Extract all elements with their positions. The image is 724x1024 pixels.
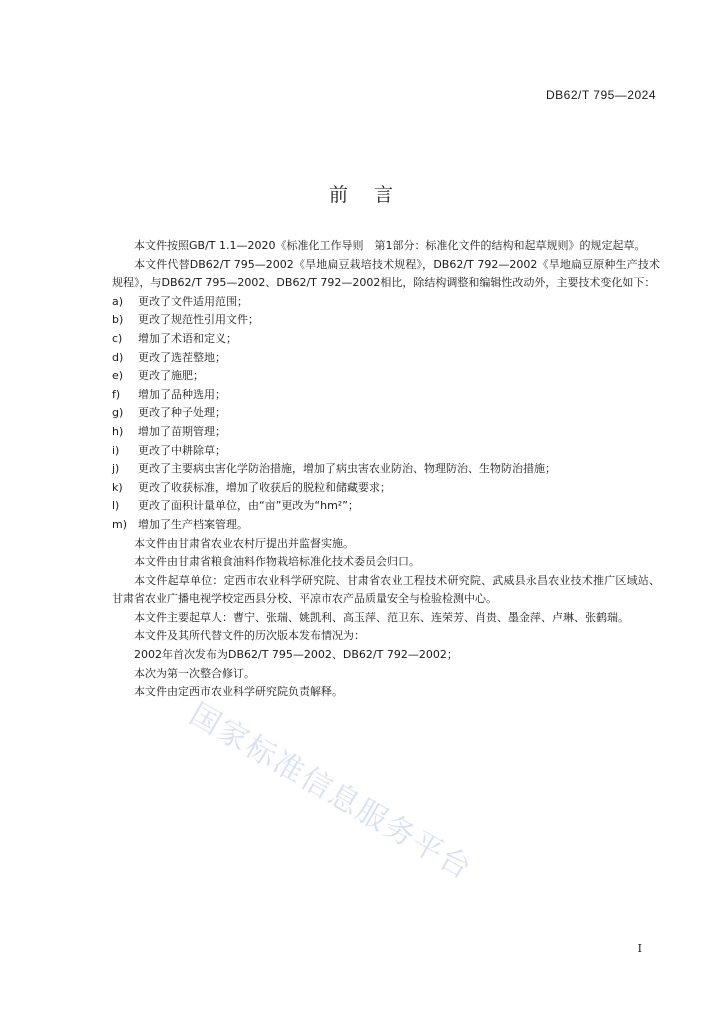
foreword-body bbox=[112, 237, 660, 702]
list-item: a) 更改了文件适用范围； bbox=[112, 294, 248, 308]
paragraph-proposer: 本文件由甘肃省农业农村厅提出并监督实施。 bbox=[134, 536, 354, 550]
paragraph-history-intro: 本文件及其所代替文件的历次版本发布情况为： bbox=[134, 629, 365, 643]
document-code: DB62/T 795—2024 bbox=[545, 88, 656, 102]
paragraph-drafting-rule: 本文件按照GB/T 1.1—2020《标准化工作导则 第1部分：标准化文件的结构和起草规则》的规定起草。 bbox=[134, 239, 646, 252]
list-item: c) 增加了术语和定义； bbox=[112, 331, 237, 345]
watermark: 国家标准信息服务平台 bbox=[183, 696, 479, 888]
list-item: i) 更改了中耕除草； bbox=[112, 443, 226, 457]
list-item: l) 更改了面积计量单位，由“亩”更改为“hm²”； bbox=[112, 499, 359, 513]
list-item: d) 更改了选茬整地； bbox=[112, 350, 226, 364]
list-item: h) 增加了苗期管理； bbox=[112, 424, 226, 438]
paragraph-revision: 本次为第一次整合修订。 bbox=[134, 666, 255, 680]
paragraph-drafting-units: 本文件起草单位：定西市农业科学研究院、甘肃省农业工程技术研究院、武威县永昌农业技术推广区域站、甘肃省农业广播电视学校定西县分校、平凉市农产品质量安全与检验检测中心。 bbox=[112, 573, 660, 606]
list-item: g) 更改了种子处理； bbox=[112, 406, 226, 420]
list-item: j) 更改了主要病虫害化学防治措施，增加了病虫害农业防治、物理防治、生物防治措施； bbox=[112, 462, 556, 476]
list-item: e) 更改了施肥； bbox=[112, 369, 204, 383]
page-title: 前言 bbox=[328, 184, 419, 206]
list-item: k) 更改了收获标准，增加了收获后的脱粒和储藏要求； bbox=[112, 480, 391, 494]
paragraph-replacement: 本文件代替DB62/T 795—2002《旱地扁豆栽培技术规程》，DB62/T 792—2002《旱地扁豆原种生产技术规程》，与DB62/T 795—2002、DB62/T 792—2002相比，除结构调整和编辑性改动外，主要技术变化如下： bbox=[112, 257, 660, 290]
list-item: m) 增加了生产档案管理。 bbox=[112, 517, 248, 531]
list-item: f) 增加了品种选用； bbox=[112, 387, 226, 401]
list-item: b) 更改了规范性引用文件； bbox=[112, 313, 259, 327]
paragraph-interpretation: 本文件由定西市农业科学研究院负责解释。 bbox=[134, 685, 343, 699]
page-number: I bbox=[637, 942, 642, 955]
paragraph-committee: 本文件由甘肃省粮食油料作物栽培标准化技术委员会归口。 bbox=[134, 555, 420, 569]
paragraph-history-2002: 2002年首次发布为DB62/T 795—2002、DB62/T 792—2002； bbox=[134, 648, 458, 662]
paragraph-drafters: 本文件主要起草人：曹宁、张瑞、姚凯利、高玉萍、范卫东、连荣芳、肖贵、墨金萍、卢琳、张鹤瑞。 bbox=[134, 610, 629, 624]
